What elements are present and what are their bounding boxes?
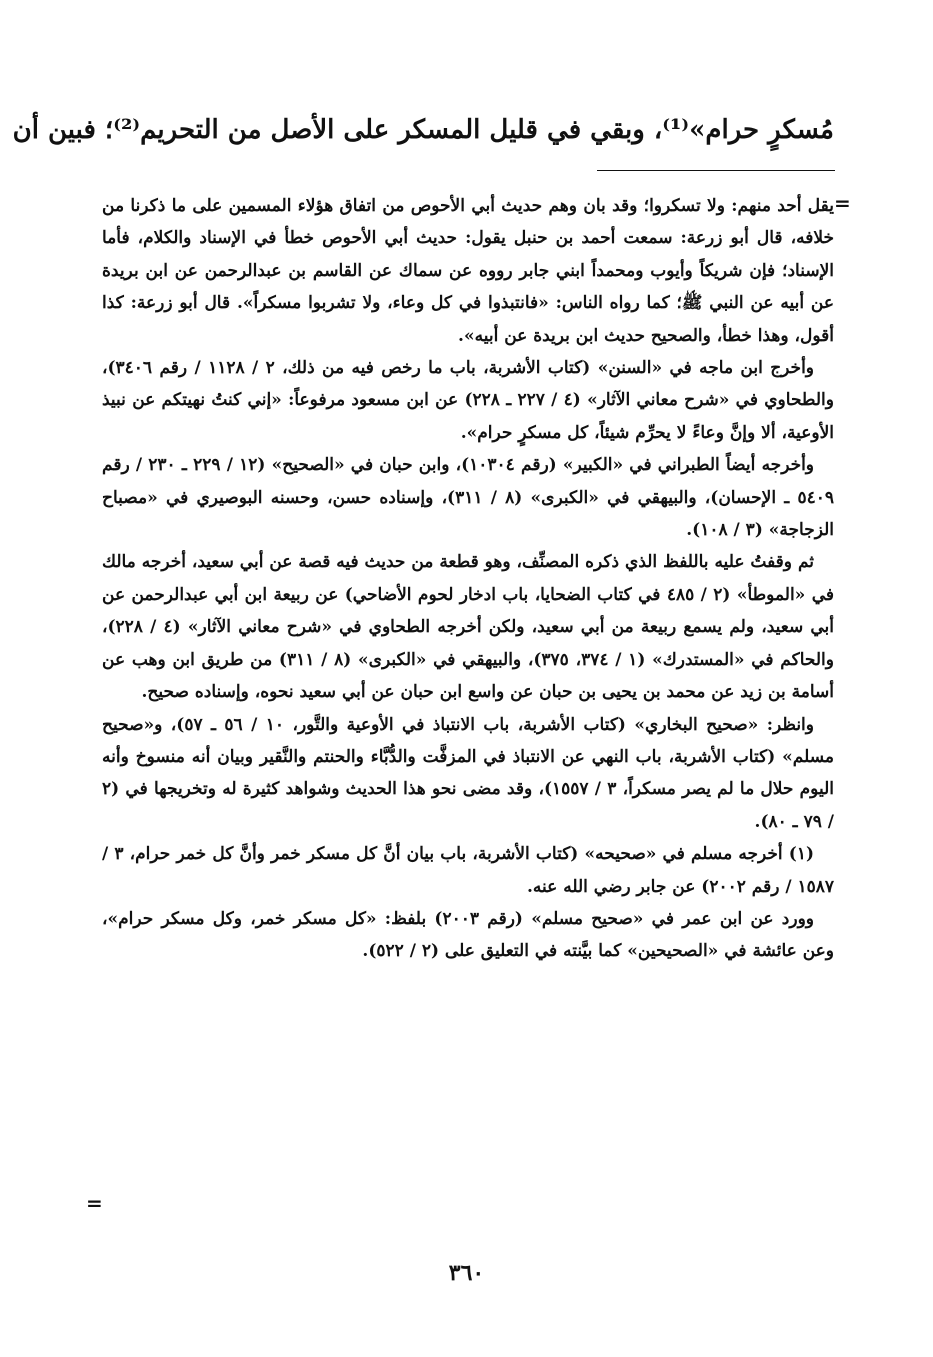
footnote-paragraph: يقل أحد منهم: ولا تسكروا؛ وقد بان وهم حديث أبي الأحوص من اتفاق هؤلاء المسمين على ما ذكرنا من خلافه، قال أبو زرعة: سمعت أحمد بن حنبل يقول: حديث أبي الأحوص خطأ في الإسناد والكلام، فأما الإسناد؛ فإن شريكاً وأيوب ومحمداً ابني جابر رووه عن سماك عن القاسم بن عبدالرحمن عن ابن بريدة عن أبيه عن النبي ﷺ؛ كما رواه الناس: «فانتبذوا في كل وعاء، ولا تشربوا مسكراً». قال أبو زرعة: كذا أقول، وهذا خطأ، والصحيح حديث ابن بريدة عن أبيه». [102,196,834,346]
page-number: ٣٦٠ [448,1260,485,1286]
footnote-paragraph: وأخرجه أيضاً الطبراني في «الكبير» (رقم ١٠٣٠٤)، وابن حبان في «الصحيح» (١٢ / ٢٢٩ ـ ٢٣٠ / رقم ٥٤٠٩ ـ الإحسان)، والبيهقي في «الكبرى» (٨ / ٣١١)، وإسناده حسن، وحسنه البوصيري في «مصباح الزجاجة» (٣ / ١٠٨). [102,455,835,541]
footnote-paragraph: وانظر: «صحيح البخاري» (كتاب الأشربة، باب الانتباذ في الأوعية والتَّور، ١٠ / ٥٦ ـ ٥٧)، و«صحيح مسلم» (كتاب الأشربة، باب النهي عن الانتباذ في المزفَّت والدُّبَّاء والحنتم والنَّقير وبيان أنه منسوخ وأنه اليوم حلال ما لم يصر مسكراً، ٣ / ١٥٥٧)، وقد مضى نحو هذا الحديث وشواهد كثيرة له وتخريجها في (٢ / ٧٩ ـ ٨٠). [102,714,834,832]
footnote-1: (١) أخرجه مسلم في «صحيحه» (كتاب الأشربة، باب بيان أنَّ كل مسكر خمر وأنَّ كل خمر حرام، ٣ / ١٥٨٧ / رقم ٢٠٠٢) عن جابر رضي الله عنه. [102,844,834,897]
continuation-mark-top: = [834,191,851,215]
footnote-divider [597,170,835,171]
footnote-paragraph: وأخرج ابن ماجه في «السنن» (كتاب الأشربة، باب ما رخص فيه من ذلك، ٢ / ١١٢٨ / رقم ٣٤٠٦)، والطحاوي في «شرح معاني الآثار» (٤ / ٢٢٧ ـ ٢٢٨) عن ابن مسعود مرفوعاً: «إني كنتُ نهيتكم عن نبيذ الأوعية، ألا وإنَّ وعاءً لا يحرِّم شيئاً، كل مسكرٍ حرام». [102,358,834,443]
continuation-mark-bottom: = [86,1191,103,1215]
footnote-paragraph: وورد عن ابن عمر في «صحيح مسلم» (رقم ٢٠٠٣) بلفظ: «كل مسكر خمر، وكل مسكر حرام»، وعن عائشة في «الصحيحين» كما بيَّنته في التعليق على (٢ / ٥٢٢). [102,908,834,962]
footnotes-block [102,190,834,968]
footnote-paragraph: ثم وقفتُ عليه باللفظ الذي ذكره المصنِّف، وهو قطعة من حديث فيه قصة عن أبي سعيد، أخرجه مالك في «الموطأ» (٢ / ٤٨٥ في كتاب الضحايا، باب ادخار لحوم الأضاحي) عن ربيعة ابن أبي عبدالرحمن عن أبي سعيد، ولم يسمع ربيعة من أبي سعيد، ولكن أخرجه الطحاوي في «شرح معاني الآثار» (٤ / ٢٢٨)، والحاكم في «المستدرك» (١ / ٣٧٤، ٣٧٥)، والبيهقي في «الكبرى» (٨ / ٣١١) من طريق ابن وهب عن أسامة بن زيد عن محمد بن يحيى بن حبان عن واسع ابن حبان عن أبي سعيد نحوه، وإسناده صحيح. [102,552,835,703]
main-text-line: مُسكرٍ حرام»⁽¹⁾، وبقي في قليل المسكر على الأصل من التحريم⁽²⁾؛ فبين أن [12,115,834,145]
